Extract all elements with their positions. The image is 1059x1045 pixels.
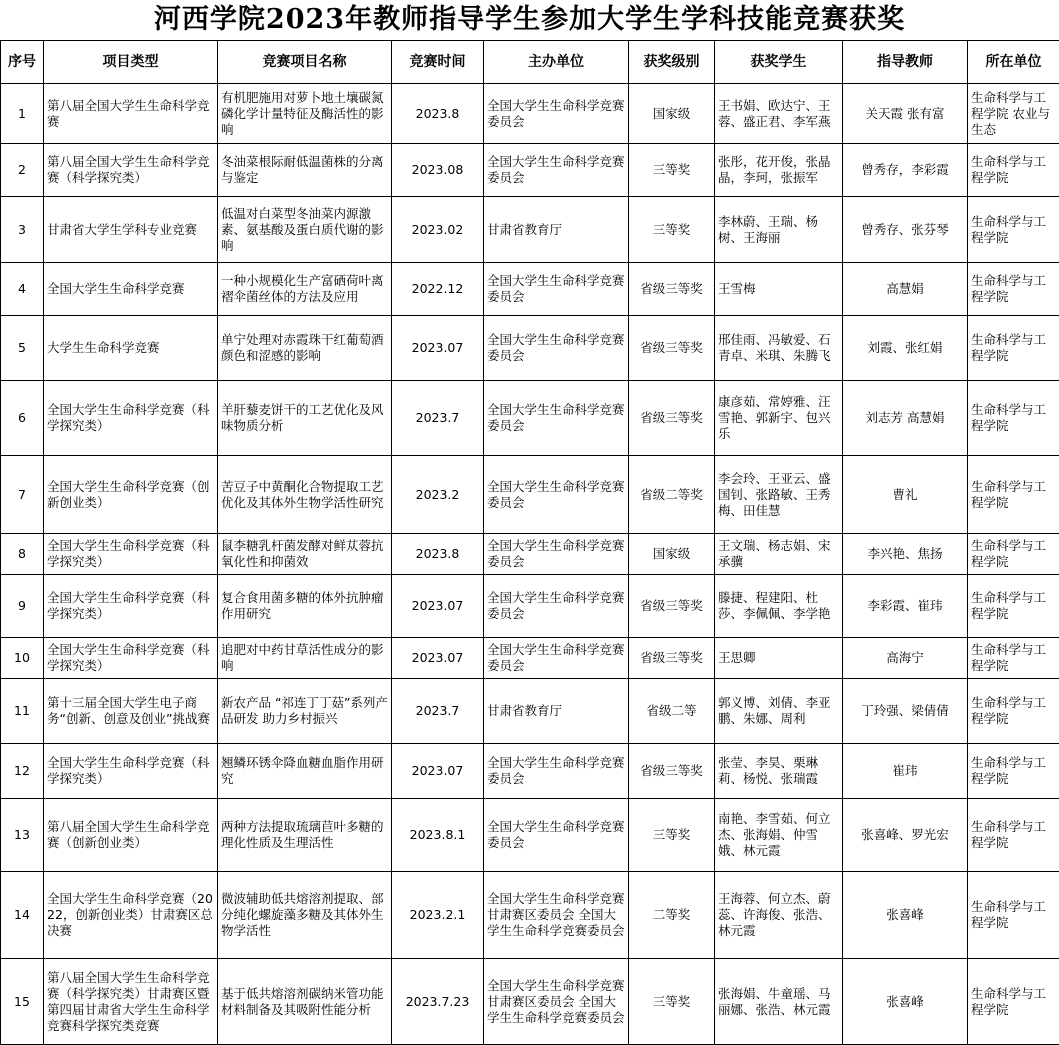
row-unit-text: 生命科学与工程学院 [971,154,1056,186]
table-row [1,679,1059,744]
row-unit [968,959,1059,1045]
row-level-text: 三等奖 [632,994,711,1010]
table-row [1,381,1059,456]
row-project-name [218,679,392,744]
row-teachers-text: 刘霞、张红娟 [846,340,964,356]
header-unit: 所在单位 [968,41,1059,84]
row-time-text: 2023.07 [395,763,480,779]
row-level [629,381,715,456]
row-organizer-text: 全国大学生生命科学竞赛委员会 [487,402,625,434]
row-students [715,799,843,872]
row-students-text: 王书娟、欧达宁、王蓉、盛正君、李军燕 [718,98,839,130]
row-teachers [843,316,968,381]
row-teachers [843,959,968,1045]
row-students-text: 滕捷、程建阳、杜莎、李佩佩、李学艳 [718,590,839,622]
row-time-text: 2023.7.23 [395,994,480,1010]
row-organizer-text: 全国大学生生命科学竞赛委员会 [487,479,625,511]
row-type-text: 第八届全国大学生生命科学竞赛（科学探究类）甘肃赛区暨第四届甘肃省大学生生命科学竞赛科学探究类竞赛 [47,970,214,1034]
row-teachers-text: 崔玮 [846,763,964,779]
row-teachers [843,381,968,456]
table-row [1,263,1059,316]
row-type [44,575,218,638]
row-project-name [218,263,392,316]
row-seq [1,144,44,197]
row-project-name-text: 苦豆子中黄酮化合物提取工艺优化及其体外生物学活性研究 [221,479,388,511]
table-row [1,872,1059,959]
row-level-text: 省级三等奖 [632,410,711,426]
row-teachers [843,144,968,197]
header-organizer: 主办单位 [484,41,629,84]
row-unit-text: 生命科学与工程学院 [971,214,1056,246]
row-type-text: 全国大学生生命科学竞赛（科学探究类） [47,538,214,570]
row-unit [968,638,1059,679]
row-teachers [843,534,968,575]
row-organizer [484,872,629,959]
row-organizer [484,638,629,679]
row-seq-text: 2 [4,162,40,178]
row-unit [968,799,1059,872]
row-level [629,456,715,534]
row-seq [1,799,44,872]
row-students-text: 李会玲、王亚云、盛国钊、张路敏、王秀梅、田佳慧 [718,471,839,519]
row-level-text: 省级三等奖 [632,340,711,356]
row-teachers [843,84,968,144]
row-time [392,744,484,799]
row-students [715,456,843,534]
row-organizer-text: 甘肃省教育厅 [487,703,625,719]
row-organizer [484,197,629,263]
row-unit [968,263,1059,316]
row-time [392,197,484,263]
row-seq [1,534,44,575]
row-time [392,263,484,316]
row-seq [1,872,44,959]
row-students [715,534,843,575]
row-project-name-text: 单宁处理对赤霞珠干红葡萄酒颜色和涩感的影响 [221,332,388,364]
header-seq: 序号 [1,41,44,84]
row-project-name [218,197,392,263]
row-seq-text: 1 [4,106,40,122]
row-seq-text: 9 [4,598,40,614]
row-students [715,679,843,744]
row-unit [968,84,1059,144]
row-level-text: 国家级 [632,546,711,562]
row-type [44,197,218,263]
row-students-text: 邢佳雨、冯敏爱、石青卓、米琪、朱腾飞 [718,332,839,364]
row-type [44,316,218,381]
row-teachers [843,638,968,679]
table-row [1,744,1059,799]
row-organizer-text: 甘肃省教育厅 [487,222,625,238]
row-seq [1,575,44,638]
row-time [392,679,484,744]
row-level [629,84,715,144]
row-unit-text: 生命科学与工程学院 [971,695,1056,727]
row-time-text: 2023.07 [395,650,480,666]
row-time [392,534,484,575]
row-teachers-text: 张喜峰 [846,907,964,923]
row-unit [968,456,1059,534]
row-level [629,263,715,316]
row-seq-text: 7 [4,487,40,503]
row-unit-text: 生命科学与工程学院 [971,642,1056,674]
row-organizer [484,679,629,744]
row-level [629,799,715,872]
row-time-text: 2023.2 [395,487,480,503]
row-organizer-text: 全国大学生生命科学竞赛委员会 [487,538,625,570]
row-teachers [843,799,968,872]
row-seq [1,638,44,679]
row-type-text: 全国大学生生命科学竞赛 [47,281,214,297]
row-organizer [484,456,629,534]
row-type-text: 全国大学生生命科学竞赛（2022，创新创业类）甘肃赛区总决赛 [47,891,214,939]
row-teachers-text: 曾秀存，李彩霞 [846,162,964,178]
row-organizer [484,534,629,575]
row-students [715,744,843,799]
row-students [715,316,843,381]
row-unit [968,872,1059,959]
row-type-text: 全国大学生生命科学竞赛（科学探究类） [47,642,214,674]
row-students [715,575,843,638]
row-organizer [484,144,629,197]
row-students-text: 王思卿 [718,650,839,666]
row-time-text: 2023.07 [395,340,480,356]
row-time-text: 2022.12 [395,281,480,297]
row-type [44,872,218,959]
row-time-text: 2023.02 [395,222,480,238]
row-level-text: 二等奖 [632,907,711,923]
row-time [392,959,484,1045]
row-seq [1,316,44,381]
row-level [629,144,715,197]
row-seq [1,744,44,799]
row-teachers [843,872,968,959]
row-time-text: 2023.7 [395,410,480,426]
row-organizer-text: 全国大学生生命科学竞赛委员会 [487,98,625,130]
award-table [0,40,1059,1045]
table-row [1,575,1059,638]
row-time-text: 2023.7 [395,703,480,719]
table-row [1,456,1059,534]
row-type [44,381,218,456]
row-unit-text: 生命科学与工程学院 [971,332,1056,364]
row-teachers-text: 关天霞 张有富 [846,106,964,122]
row-unit-text: 生命科学与工程学院 [971,538,1056,570]
row-teachers-text: 张喜峰 [846,994,964,1010]
row-type-text: 全国大学生生命科学竞赛（科学探究类） [47,402,214,434]
row-organizer [484,316,629,381]
row-unit-text: 生命科学与工程学院 [971,273,1056,305]
header-row [1,41,1059,84]
table-row [1,84,1059,144]
row-unit [968,144,1059,197]
row-organizer-text: 全国大学生生命科学竞赛委员会 [487,819,625,851]
row-organizer [484,959,629,1045]
row-type-text: 全国大学生生命科学竞赛（创新创业类） [47,479,214,511]
row-teachers [843,679,968,744]
row-seq-text: 5 [4,340,40,356]
row-level-text: 省级二等 [632,703,711,719]
row-teachers-text: 李兴艳、焦扬 [846,546,964,562]
row-organizer-text: 全国大学生生命科学竞赛甘肃赛区委员会 全国大学生生命科学竞赛委员会 [487,978,625,1026]
row-students-text: 王海蓉、何立杰、蔚蕊、许海俊、张浩、林元霞 [718,891,839,939]
row-seq [1,84,44,144]
row-time [392,381,484,456]
row-organizer-text: 全国大学生生命科学竞赛委员会 [487,642,625,674]
row-level [629,638,715,679]
row-organizer-text: 全国大学生生命科学竞赛委员会 [487,154,625,186]
row-time [392,456,484,534]
row-project-name [218,316,392,381]
row-seq [1,263,44,316]
row-level [629,316,715,381]
table-row [1,799,1059,872]
header-time: 竞赛时间 [392,41,484,84]
row-type [44,144,218,197]
header-level: 获奖级别 [629,41,715,84]
row-level [629,534,715,575]
row-type [44,679,218,744]
row-project-name-text: 两种方法提取琉璃苣叶多糖的理化性质及生理活性 [221,819,388,851]
row-unit-text: 生命科学与工程学院 [971,755,1056,787]
row-teachers-text: 曹礼 [846,487,964,503]
header-project-name: 竞赛项目名称 [218,41,392,84]
row-teachers [843,263,968,316]
row-project-name-text: 有机肥施用对萝卜地土壤碳氮磷化学计量特征及酶活性的影响 [221,90,388,138]
row-teachers-text: 曾秀存、张芬琴 [846,222,964,238]
row-teachers-text: 李彩霞、崔玮 [846,598,964,614]
row-type [44,959,218,1045]
row-unit-text: 生命科学与工程学院 [971,402,1056,434]
row-organizer [484,744,629,799]
row-project-name [218,84,392,144]
row-time-text: 2023.07 [395,598,480,614]
row-seq [1,679,44,744]
row-type [44,534,218,575]
row-project-name-text: 翘鳞环锈伞降血糖血脂作用研究 [221,755,388,787]
row-seq-text: 8 [4,546,40,562]
row-project-name-text: 微波辅助低共熔溶剂提取、部分纯化螺旋藻多糖及其体外生物学活性 [221,891,388,939]
row-students [715,638,843,679]
row-seq-text: 10 [4,650,40,666]
row-level-text: 省级三等奖 [632,650,711,666]
row-unit-text: 生命科学与工程学院 [971,590,1056,622]
row-teachers [843,456,968,534]
row-project-name [218,872,392,959]
row-organizer-text: 全国大学生生命科学竞赛委员会 [487,273,625,305]
table-row [1,959,1059,1045]
header-teachers: 指导教师 [843,41,968,84]
row-project-name [218,456,392,534]
row-teachers-text: 高慧娟 [846,281,964,297]
row-students [715,84,843,144]
row-project-name-text: 冬油菜根际耐低温菌株的分离与鉴定 [221,154,388,186]
row-teachers-text: 高海宁 [846,650,964,666]
row-project-name [218,799,392,872]
row-project-name-text: 羊肝藜麦饼干的工艺优化及风味物质分析 [221,402,388,434]
table-row [1,197,1059,263]
row-organizer-text: 全国大学生生命科学竞赛委员会 [487,755,625,787]
row-type-text: 第八届全国大学生生命科学竞赛 [47,98,214,130]
row-time [392,84,484,144]
row-teachers-text: 张喜峰、罗光宏 [846,827,964,843]
row-unit [968,316,1059,381]
row-level-text: 三等奖 [632,827,711,843]
row-unit [968,534,1059,575]
row-organizer-text: 全国大学生生命科学竞赛甘肃赛区委员会 全国大学生生命科学竞赛委员会 [487,891,625,939]
row-project-name [218,959,392,1045]
row-project-name-text: 基于低共熔溶剂碳纳米管功能材料制备及其吸附性能分析 [221,986,388,1018]
row-project-name-text: 一种小规模化生产富硒荷叶离褶伞菌丝体的方法及应用 [221,273,388,305]
row-time-text: 2023.8 [395,546,480,562]
row-seq [1,381,44,456]
row-project-name-text: 追肥对中药甘草活性成分的影响 [221,642,388,674]
row-time [392,872,484,959]
row-level-text: 三等奖 [632,222,711,238]
row-organizer [484,575,629,638]
row-students-text: 郭义博、刘倩、李亚鹏、朱娜、周利 [718,695,839,727]
row-level-text: 省级三等奖 [632,598,711,614]
row-teachers [843,575,968,638]
row-type-text: 大学生生命科学竞赛 [47,340,214,356]
table-row [1,534,1059,575]
row-students [715,872,843,959]
header-type: 项目类型 [44,41,218,84]
row-unit-text: 生命科学与工程学院 [971,479,1056,511]
row-seq-text: 11 [4,703,40,719]
row-type-text: 第十三届全国大学生电子商务“创新、创意及创业”挑战赛 [47,695,214,727]
row-seq-text: 15 [4,994,40,1010]
row-type [44,744,218,799]
row-organizer [484,263,629,316]
row-students-text: 康彦茹、常婷雅、汪雪艳、郭新宇、包兴乐 [718,394,839,442]
row-type-text: 甘肃省大学生学科专业竞赛 [47,222,214,238]
row-students [715,144,843,197]
table-row [1,144,1059,197]
row-seq [1,959,44,1045]
row-time [392,575,484,638]
row-project-name-text: 鼠李糖乳杆菌发酵对鲜苁蓉抗氧化性和抑菌效 [221,538,388,570]
row-time [392,144,484,197]
row-level-text: 省级二等奖 [632,487,711,503]
row-project-name [218,534,392,575]
row-time-text: 2023.2.1 [395,907,480,923]
row-teachers [843,197,968,263]
row-students-text: 李林蔚、王瑞、杨树、王海丽 [718,214,839,246]
row-time-text: 2023.8.1 [395,827,480,843]
row-students-text: 南艳、李雪茹、何立杰、张海娟、仲雪娥、林元霞 [718,811,839,859]
row-type [44,263,218,316]
row-time-text: 2023.8 [395,106,480,122]
row-students-text: 张彤，花开俊，张晶晶，李珂，张振军 [718,154,839,186]
row-teachers-text: 刘志芳 高慧娟 [846,410,964,426]
row-students [715,197,843,263]
row-students-text: 王文瑞、杨志娟、宋承骥 [718,538,839,570]
row-students-text: 张莹、李昊、栗琳莉、杨悦、张瑞霞 [718,755,839,787]
row-level [629,872,715,959]
row-time [392,316,484,381]
row-level-text: 国家级 [632,106,711,122]
row-type-text: 全国大学生生命科学竞赛（科学探究类） [47,755,214,787]
row-seq [1,197,44,263]
row-unit-text: 生命科学与工程学院 [971,899,1056,931]
row-seq-text: 12 [4,763,40,779]
row-time [392,638,484,679]
row-students [715,381,843,456]
table-row [1,316,1059,381]
row-organizer [484,799,629,872]
row-project-name [218,381,392,456]
row-students-text: 王雪梅 [718,281,839,297]
row-level [629,679,715,744]
header-students: 获奖学生 [715,41,843,84]
row-seq-text: 3 [4,222,40,238]
row-unit-text: 生命科学与工程学院 农业与生态 [971,90,1056,138]
row-project-name-text: 低温对白菜型冬油菜内源激素、氨基酸及蛋白质代谢的影响 [221,206,388,254]
row-students [715,959,843,1045]
table-row [1,638,1059,679]
row-level-text: 省级三等奖 [632,763,711,779]
row-students [715,263,843,316]
row-level [629,197,715,263]
row-seq-text: 4 [4,281,40,297]
row-teachers [843,744,968,799]
sheet-title: 河西学院2023年教师指导学生参加大学生学科技能竞赛获奖 [0,0,1059,40]
row-project-name-text: 新农产品 “祁连丁丁菇”系列产品研发 助力乡村振兴 [221,695,388,727]
row-seq-text: 6 [4,410,40,426]
row-students-text: 张海娟、牛童瑶、马丽娜、张浩、林元霞 [718,986,839,1018]
row-project-name [218,638,392,679]
row-type [44,456,218,534]
row-project-name [218,744,392,799]
row-project-name-text: 复合食用菌多糖的体外抗肿瘤作用研究 [221,590,388,622]
row-unit-text: 生命科学与工程学院 [971,819,1056,851]
row-level-text: 三等奖 [632,162,711,178]
row-unit [968,381,1059,456]
row-type [44,638,218,679]
row-type-text: 全国大学生生命科学竞赛（科学探究类） [47,590,214,622]
row-type [44,799,218,872]
row-organizer-text: 全国大学生生命科学竞赛委员会 [487,590,625,622]
row-teachers-text: 丁玲强、梁倩倩 [846,703,964,719]
row-organizer [484,84,629,144]
award-table-body [1,84,1059,1045]
row-unit-text: 生命科学与工程学院 [971,986,1056,1018]
row-type [44,84,218,144]
row-level [629,959,715,1045]
row-level-text: 省级三等奖 [632,281,711,297]
row-project-name [218,575,392,638]
row-time [392,799,484,872]
row-unit [968,744,1059,799]
row-project-name [218,144,392,197]
row-level [629,744,715,799]
row-level [629,575,715,638]
row-unit [968,575,1059,638]
row-unit [968,197,1059,263]
row-type-text: 第八届全国大学生生命科学竞赛（创新创业类） [47,819,214,851]
row-seq-text: 13 [4,827,40,843]
row-seq-text: 14 [4,907,40,923]
row-seq [1,456,44,534]
row-organizer [484,381,629,456]
row-organizer-text: 全国大学生生命科学竞赛委员会 [487,332,625,364]
row-type-text: 第八届全国大学生生命科学竞赛（科学探究类） [47,154,214,186]
row-time-text: 2023.08 [395,162,480,178]
row-unit [968,679,1059,744]
